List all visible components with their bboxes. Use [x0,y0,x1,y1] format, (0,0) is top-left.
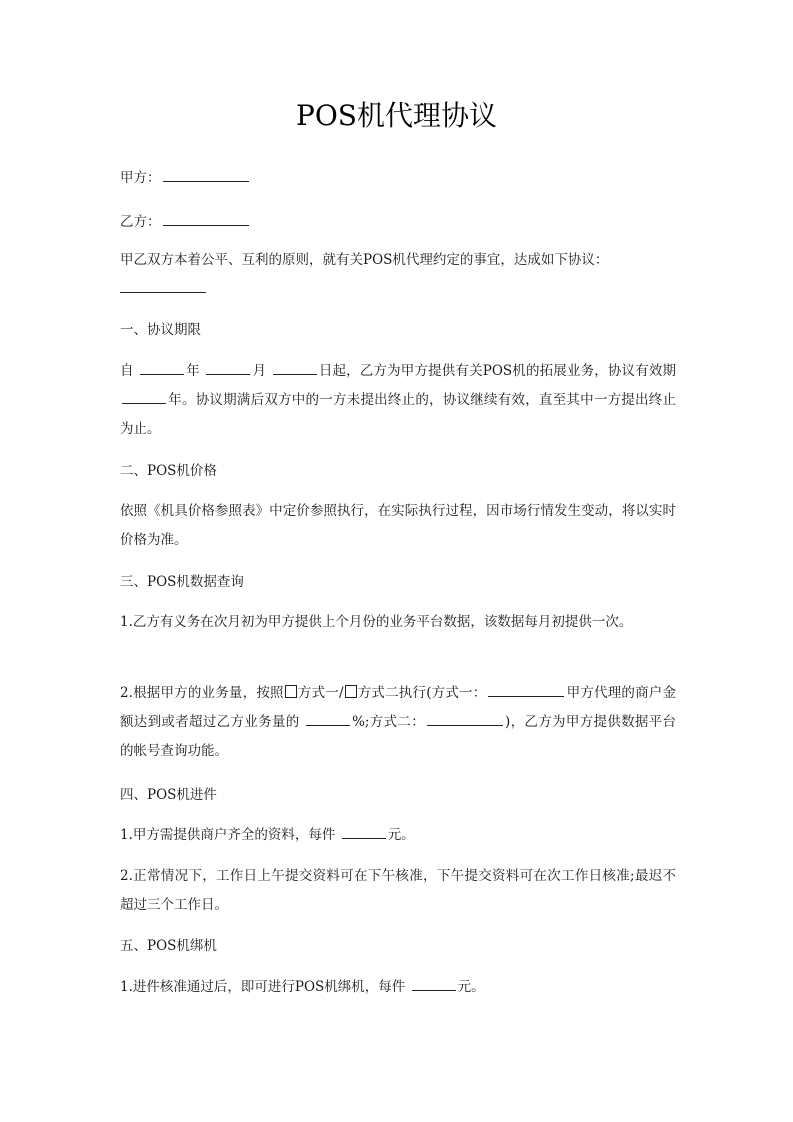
intro-blank[interactable] [120,278,206,293]
method-1-blank[interactable] [488,682,564,697]
s3-text-a: 2.根据甲方的业务量，按照 [120,685,284,701]
section-4-heading: 四、POS机进件 [120,787,217,803]
binding-fee-blank[interactable] [412,976,456,991]
s3-text-d: 甲方代理的商户金额达到或者超过乙方业务量的 [120,685,676,730]
party-a-blank[interactable] [163,167,249,182]
start-day-blank[interactable] [273,360,317,375]
term-years-blank[interactable] [122,389,166,404]
s1-text-b: 年 [186,363,200,379]
s5-text-a: 1.进件核准通过后，即可进行POS机绑机，每件 [120,979,406,995]
party-b-label: 乙方： [120,214,161,230]
s1-text-c: 月 [252,363,267,379]
section-5-item-1 [120,973,676,1002]
s3-text-b: 方式一/ [297,685,344,701]
s5-text-b: 元。 [457,979,485,995]
party-b-line [120,208,676,237]
document-title: POS机代理协议 [296,99,497,132]
section-3-item-2 [120,679,676,766]
party-a-label: 甲方： [120,170,161,186]
section-2-heading: 二、POS机价格 [120,463,217,479]
section-3-item-1: 1.乙方有义务在次月初为甲方提供上个月份的业务平台数据，该数据每月初提供一次。 [120,614,633,630]
method-2-checkbox[interactable] [345,685,357,698]
party-b-blank[interactable] [163,211,249,226]
s3-text-f: )，乙方为甲方提供数据平台的帐号查询功能。 [120,714,676,759]
section-4-item-1 [120,821,676,850]
s1-text-d: 日起，乙方为甲方提供有关POS机的拓展业务，协议有效期 [318,363,677,379]
s1-text-e: 年。协议期满后双方中的一方未提出终止的，协议继续有效，直至其中一方提出终止为止。 [120,392,676,437]
s4-text-a: 1.甲方需提供商户齐全的资料，每件 [120,827,336,843]
section-4-item-2: 2.正常情况下，工作日上午提交资料可在下午核准，下午提交资料可在次工作日核准;最迟不超过三个工作日。 [120,868,676,913]
s4-text-b: 元。 [387,827,415,843]
intro-text: 甲乙双方本着公平、互利的原则，就有关POS机代理约定的事宜，达成如下协议： [120,252,609,268]
section-1-paragraph [120,357,676,444]
percent-blank[interactable] [306,711,350,726]
s1-text-a: 自 [120,363,134,379]
s3-text-c: 方式二执行(方式一： [357,685,487,701]
s3-text-e: %;方式二： [352,714,426,730]
intake-fee-blank[interactable] [342,824,386,839]
method-1-checkbox[interactable] [285,685,297,698]
intro-paragraph [120,246,676,304]
method-2-blank[interactable] [427,711,503,726]
section-5-heading: 五、POS机绑机 [120,938,217,954]
section-2-paragraph: 依照《机具价格参照表》中定价参照执行，在实际执行过程，因市场行情发生变动，将以实时价格为准。 [120,503,676,548]
party-a-line [120,164,676,193]
start-year-blank[interactable] [140,360,184,375]
section-1-heading: 一、协议期限 [120,322,201,338]
section-3-heading: 三、POS机数据查询 [120,574,244,590]
start-month-blank[interactable] [206,360,250,375]
